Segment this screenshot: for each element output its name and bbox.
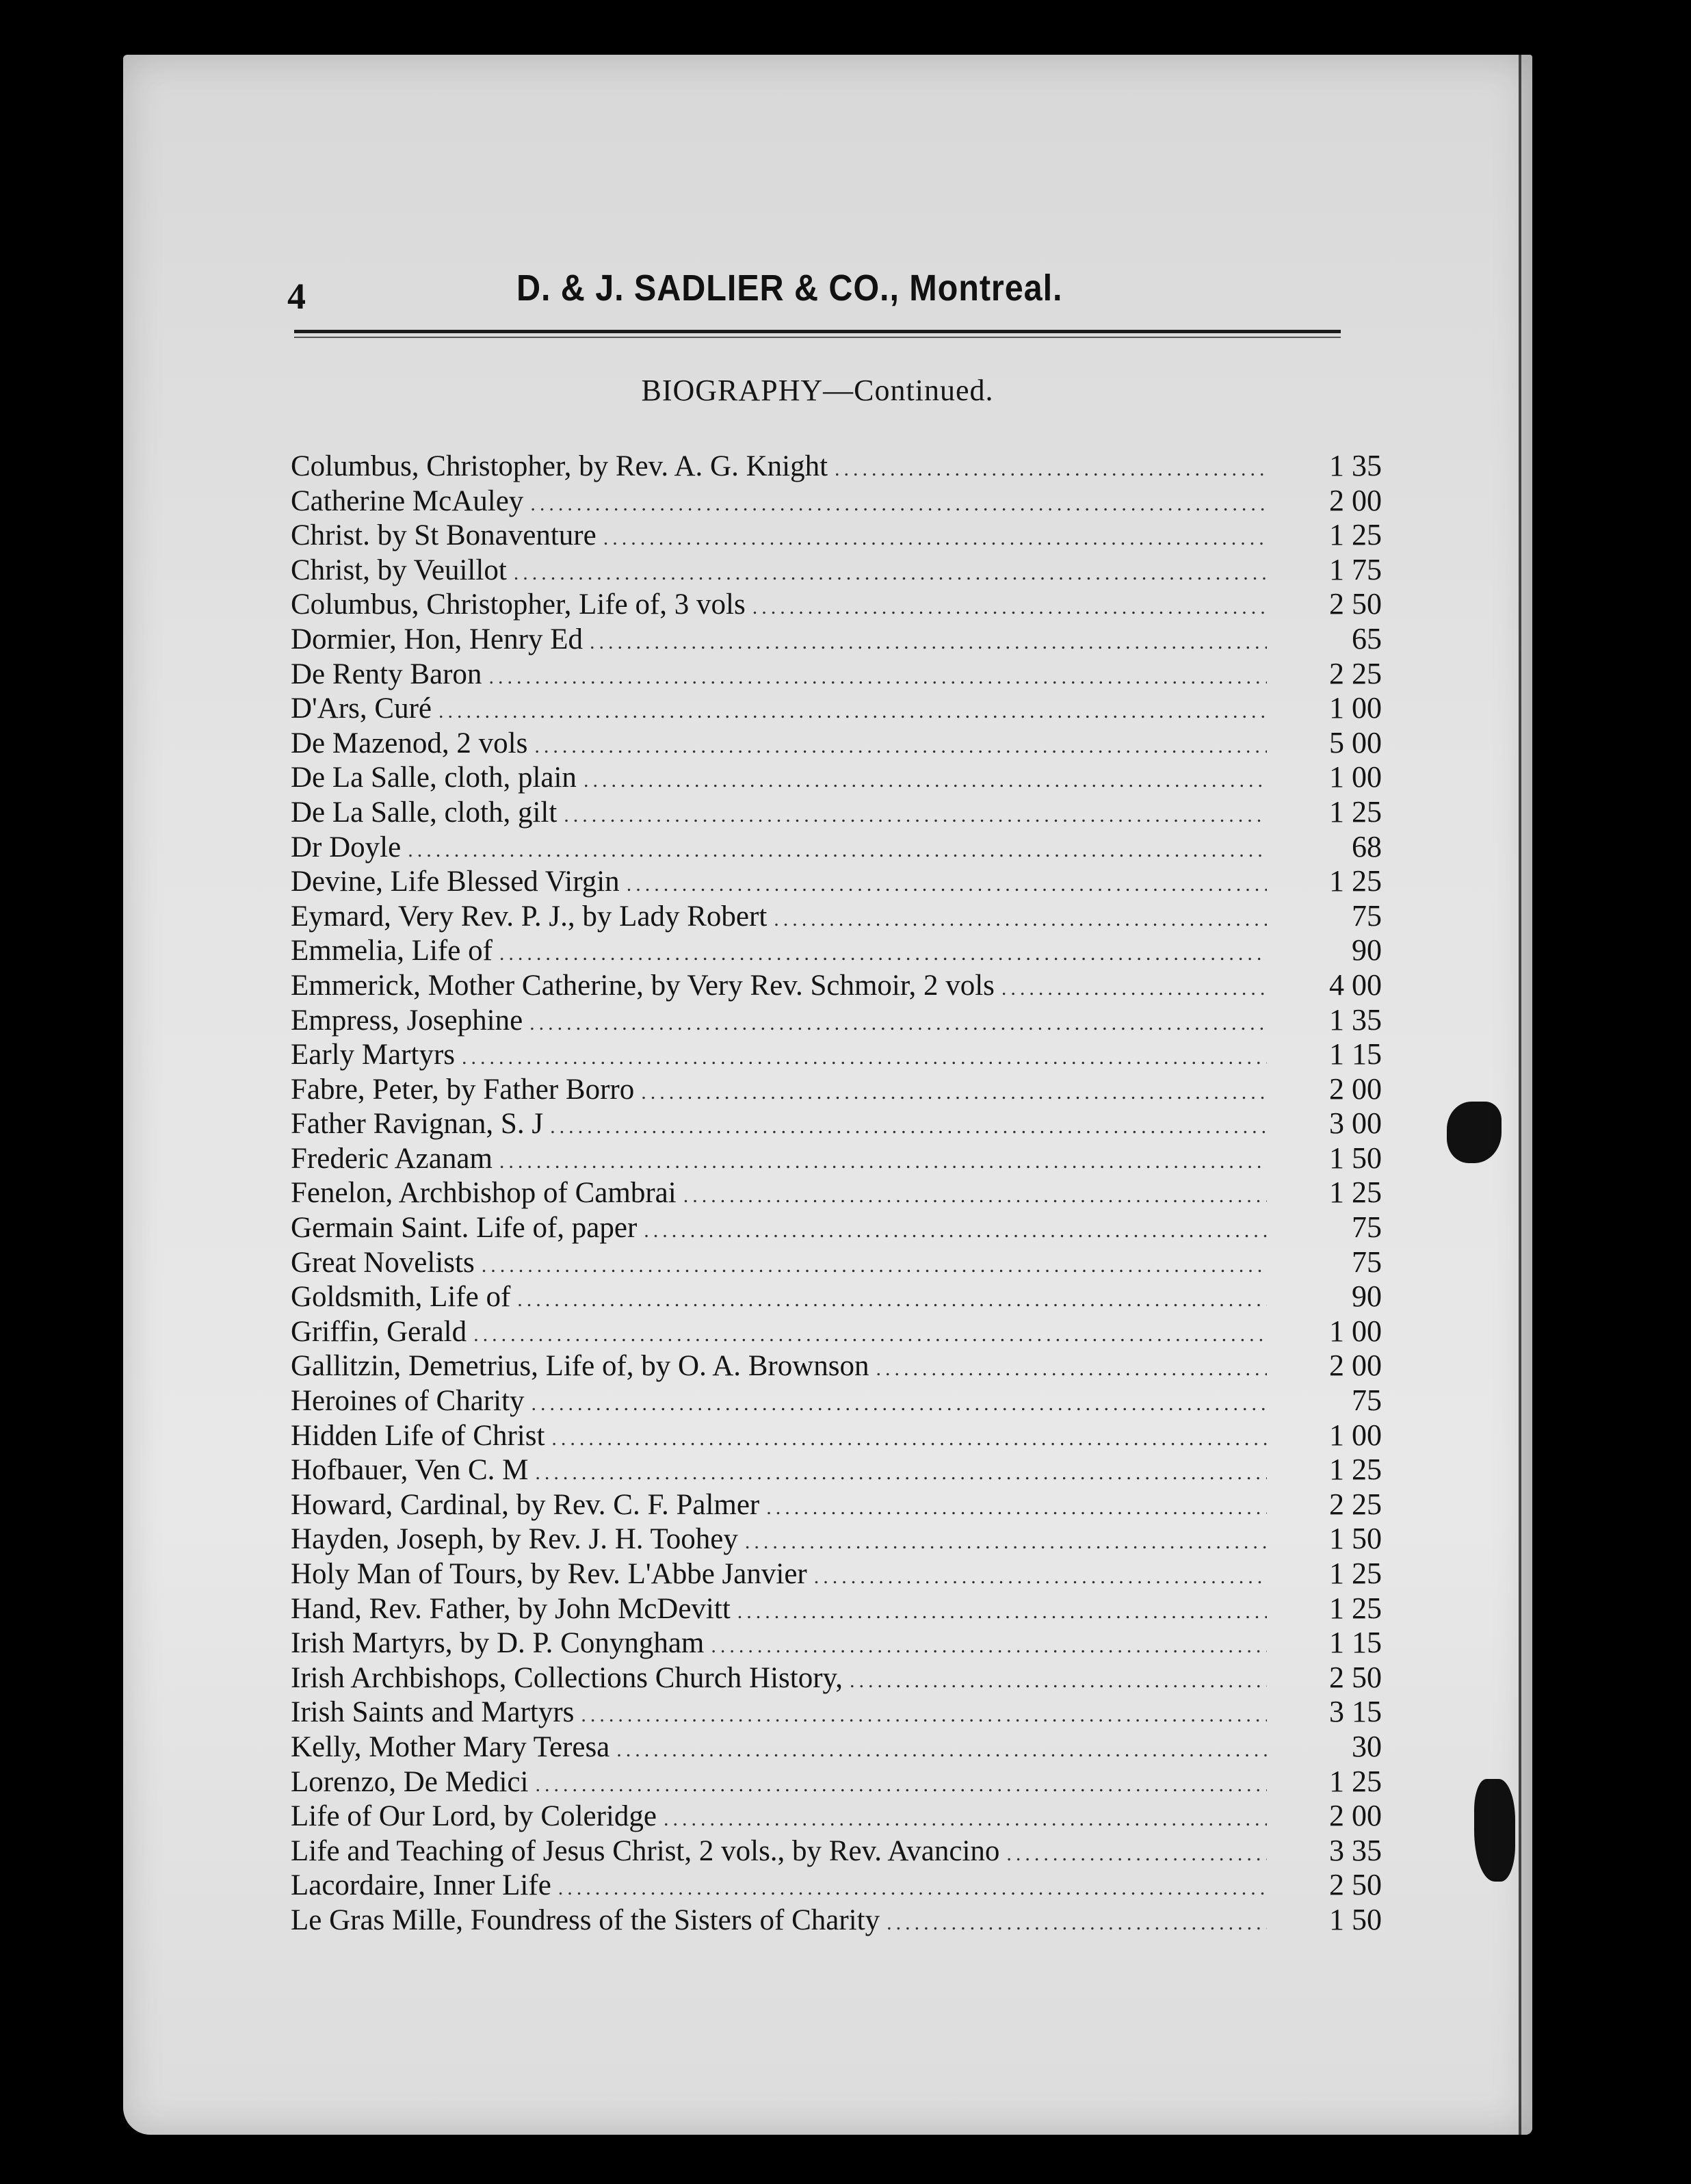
dot-leader [590,631,1267,654]
entry-title: Fabre, Peter, by Father Borro [291,1073,635,1106]
entry-price: 3 35 [1329,1833,1382,1867]
entry-title: Devine, Life Blessed Virgin [291,866,620,898]
entry-price: 1 15 [1329,1626,1382,1660]
dot-leader [462,1046,1267,1069]
entry-title: Life and Teaching of Jesus Christ, 2 vols., by Rev. Avancino [291,1834,1000,1867]
entry-title: Fenelon, Archbishop of Cambrai [291,1177,677,1210]
list-item [291,1348,1382,1383]
dot-leader [558,1877,1267,1900]
entry-title: Columbus, Christopher, Life of, 3 vols [291,588,746,621]
dot-leader [551,1427,1267,1451]
entry-price: 1 00 [1329,691,1382,725]
list-item [291,1591,1382,1626]
entry-title: Gallitzin, Demetrius, Life of, by O. A. Brownson [291,1350,869,1383]
entry-title: Hayden, Joseph, by Rev. J. H. Toohey [291,1523,738,1556]
list-item [291,1418,1382,1453]
dot-leader [532,1392,1267,1416]
entry-price: 2 25 [1329,656,1382,690]
entry-price: 2 00 [1329,1071,1382,1106]
dot-leader [488,666,1267,689]
dot-leader [664,1808,1267,1831]
dot-leader [835,458,1267,481]
entry-title: Dr Doyle [291,831,402,863]
dot-leader [774,908,1267,931]
dot-leader [752,596,1267,619]
list-item [291,725,1382,760]
dot-leader [1001,977,1267,1000]
dot-leader [814,1565,1267,1589]
list-item [291,656,1382,691]
list-item [291,1660,1382,1695]
dot-leader [745,1531,1267,1554]
entry-price: 1 25 [1329,794,1382,829]
entry-title: Hofbauer, Ven C. M [291,1454,529,1487]
dot-leader [499,942,1267,965]
list-item [291,1210,1382,1245]
entry-title: Catherine McAuley [291,484,524,517]
entry-price: 5 00 [1329,725,1382,759]
dot-leader [517,1288,1267,1312]
list-item [291,829,1382,864]
entry-title: Emmelia, Life of [291,935,493,967]
publisher-heading: D. & J. SADLIER & CO., Montreal. [516,268,1063,309]
entry-price: 1 25 [1329,864,1382,898]
list-item [291,1833,1382,1868]
entry-title: Father Ravignan, S. J [291,1108,544,1141]
entry-price: 2 25 [1329,1487,1382,1521]
list-item [291,1867,1382,1902]
dot-leader [887,1912,1267,1935]
entry-title: Heroines of Charity [291,1385,525,1418]
list-item [291,1037,1382,1071]
entry-title: Life of Our Lord, by Coleridge [291,1800,657,1833]
entry-price: 3 15 [1329,1695,1382,1729]
entry-title: Eymard, Very Rev. P. J., by Lady Robert [291,900,768,933]
entry-price: 1 00 [1329,1314,1382,1348]
entry-title: Frederic Azanam [291,1142,493,1175]
entry-title: D'Ars, Curé [291,692,432,725]
entry-title: Great Novelists [291,1246,475,1279]
dot-leader [514,562,1267,585]
entry-title: Early Martyrs [291,1039,456,1071]
dot-leader [641,1081,1267,1104]
list-item [291,1902,1382,1937]
list-item [291,586,1382,621]
entry-price: 1 25 [1329,1591,1382,1625]
list-item [291,483,1382,518]
entry-title: Lorenzo, De Medici [291,1765,529,1798]
list-item [291,1798,1382,1833]
dot-leader [644,1219,1267,1243]
dot-leader [530,493,1267,516]
list-item [291,1245,1382,1279]
entry-title: Dormier, Hon, Henry Ed [291,623,583,655]
entry-title: Hand, Rev. Father, by John McDevitt [291,1592,731,1625]
entry-price: 1 75 [1329,552,1382,586]
list-item [291,863,1382,898]
entry-title: Emmerick, Mother Catherine, by Very Rev. Schmoir, 2 vols [291,969,995,1002]
dot-leader [534,735,1267,758]
dot-leader [603,527,1267,550]
dot-leader [438,700,1267,723]
entry-price: 1 25 [1329,518,1382,552]
dot-leader [529,1012,1267,1035]
entry-price: 1 50 [1329,1522,1382,1556]
dot-leader [711,1635,1267,1658]
list-item [291,1071,1382,1106]
entry-price: 1 25 [1329,1453,1382,1487]
price-list [291,448,1382,1937]
entry-price: 75 [1352,898,1382,933]
dot-leader [584,769,1267,792]
list-item [291,1175,1382,1210]
entry-title: Irish Martyrs, by D. P. Conyngham [291,1627,705,1660]
entry-price: 1 00 [1329,1418,1382,1452]
dot-leader [499,1150,1267,1173]
dot-leader [408,839,1267,862]
list-item [291,517,1382,552]
entry-title: Holy Man of Tours, by Rev. L'Abbe Janvier [291,1558,807,1590]
dot-leader [737,1600,1267,1624]
header-rule-thin [294,337,1341,338]
dot-leader [876,1357,1267,1381]
list-item [291,1764,1382,1799]
dot-leader [564,804,1267,827]
entry-title: Empress, Josephine [291,1004,523,1037]
dot-leader [627,873,1267,896]
entry-title: Kelly, Mother Mary Teresa [291,1730,610,1763]
entry-price: 90 [1352,933,1382,967]
section-title: BIOGRAPHY—Continued. [641,374,994,407]
entry-price: 1 50 [1329,1902,1382,1936]
list-item [291,1314,1382,1349]
entry-title: De La Salle, cloth, gilt [291,796,558,829]
entry-price: 1 25 [1329,1557,1382,1590]
list-item [291,1521,1382,1556]
list-item [291,1487,1382,1522]
list-item [291,1694,1382,1729]
dot-leader [535,1773,1267,1797]
entry-price: 90 [1352,1279,1382,1314]
dot-leader [683,1184,1267,1208]
entry-price: 1 25 [1329,1764,1382,1798]
dot-leader [616,1739,1267,1762]
entry-title: Columbus, Christopher, by Rev. A. G. Knight [291,450,828,482]
entry-title: Lacordaire, Inner Life [291,1869,551,1902]
list-item [291,1556,1382,1591]
entry-price: 2 00 [1329,1799,1382,1833]
page-number: 4 [287,276,306,317]
paper-tear [1447,1102,1502,1163]
list-item [291,1002,1382,1037]
entry-price: 3 00 [1329,1106,1382,1141]
entry-title: Germain Saint. Life of, paper [291,1212,638,1245]
entry-price: 2 50 [1329,1868,1382,1902]
page-header [171,267,1348,322]
entry-title: Christ, by Veuillot [291,554,507,586]
entry-price: 1 25 [1329,1175,1382,1210]
entry-title: Irish Archbishops, Collections Church History, [291,1661,843,1694]
list-item [291,1452,1382,1487]
entry-price: 2 50 [1329,587,1382,621]
entry-price: 4 00 [1329,967,1382,1002]
entry-price: 75 [1352,1383,1382,1418]
list-item [291,1729,1382,1764]
entry-title: De Renty Baron [291,658,482,690]
dot-leader [482,1254,1267,1277]
list-item [291,1106,1382,1141]
entry-price: 1 35 [1329,449,1382,482]
entry-price: 1 00 [1329,760,1382,794]
paper-tear [1474,1779,1515,1882]
entry-price: 75 [1352,1245,1382,1279]
dot-leader [581,1704,1267,1727]
entry-title: Griffin, Gerald [291,1315,467,1348]
dot-leader [766,1496,1267,1520]
entry-price: 75 [1352,1210,1382,1245]
entry-price: 68 [1352,829,1382,863]
entry-title: Goldsmith, Life of [291,1281,511,1314]
list-item [291,759,1382,794]
entry-price: 2 50 [1329,1660,1382,1694]
list-item [291,552,1382,587]
list-item [291,898,1382,933]
entry-price: 1 50 [1329,1141,1382,1175]
list-item [291,1383,1382,1418]
list-item [291,621,1382,656]
entry-price: 2 00 [1329,1349,1382,1383]
entry-title: De La Salle, cloth, plain [291,762,577,794]
list-item [291,1141,1382,1175]
entry-price: 30 [1352,1729,1382,1763]
list-item [291,690,1382,725]
entry-title: De Mazenod, 2 vols [291,727,528,759]
dot-leader [850,1669,1267,1693]
list-item [291,1625,1382,1660]
entry-title: Howard, Cardinal, by Rev. C. F. Palmer [291,1488,760,1521]
list-item [291,1279,1382,1314]
entry-title: Hidden Life of Christ [291,1419,545,1452]
header-rule [294,330,1341,333]
entry-price: 1 35 [1329,1002,1382,1037]
entry-price: 65 [1352,621,1382,655]
list-item [291,794,1382,829]
dot-leader [1006,1843,1267,1866]
entry-title: Le Gras Mille, Foundress of the Sisters of Charity [291,1903,880,1936]
entry-title: Irish Saints and Martyrs [291,1696,575,1729]
adjacent-leaf-edge [1521,55,1532,2135]
entry-price: 2 00 [1329,483,1382,517]
entry-price: 1 15 [1329,1037,1382,1071]
list-item [291,933,1382,967]
dot-leader [550,1115,1267,1139]
dot-leader [535,1461,1267,1485]
entry-title: Christ. by St Bonaventure [291,519,597,552]
list-item [291,448,1382,483]
list-item [291,967,1382,1002]
dot-leader [473,1323,1267,1347]
